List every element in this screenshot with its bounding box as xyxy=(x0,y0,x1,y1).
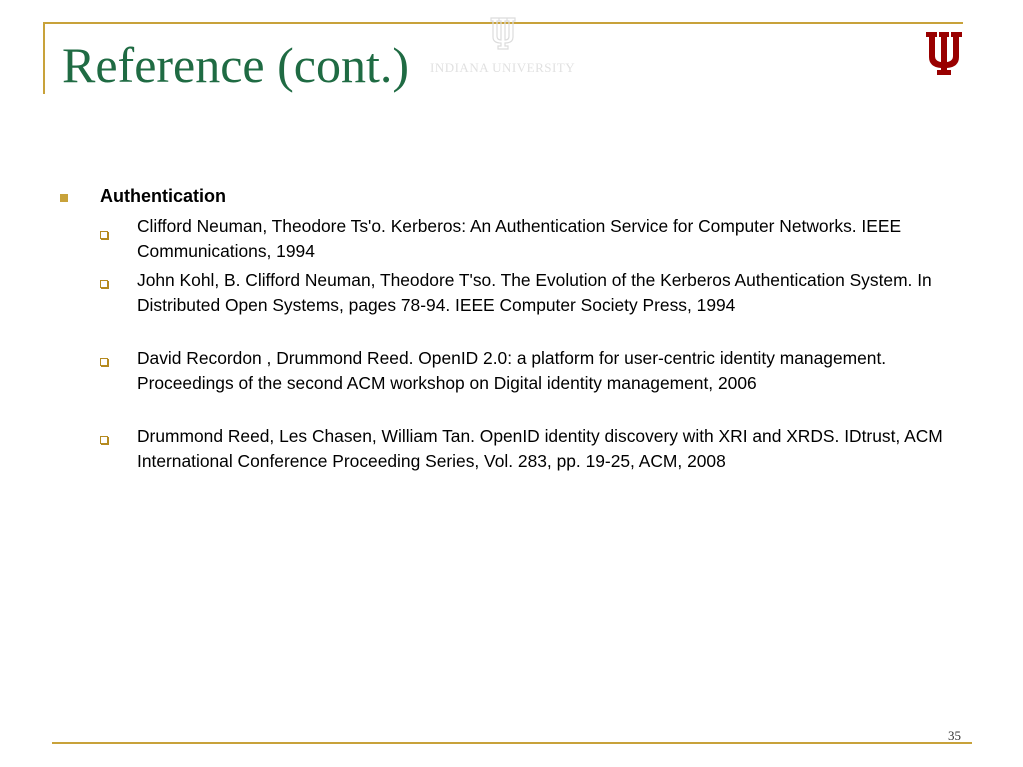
section-heading: Authentication xyxy=(100,186,226,206)
square-bullet-icon xyxy=(60,194,68,202)
title-frame-left-rule xyxy=(43,22,45,94)
page-number: 35 xyxy=(948,728,961,743)
hollow-square-bullet-icon xyxy=(100,358,108,366)
hollow-square-bullet-icon xyxy=(100,231,108,239)
indiana-university-trident-icon xyxy=(924,30,964,76)
reference-item: David Recordon , Drummond Reed. OpenID 2.0: a platform for user-centric identity management. Proceedings of the second ACM workshop on Digital identity management, 2006 xyxy=(137,348,887,393)
hollow-square-bullet-icon xyxy=(100,280,108,288)
slide-title: Reference (cont.) xyxy=(62,37,409,93)
trident-watermark-icon xyxy=(488,16,518,50)
reference-item: Drummond Reed, Les Chasen, William Tan. OpenID identity discovery with XRI and XRDS. IDtrust, ACM International Conference Proceeding Series, Vol. 283, pp. 19-25, ACM, 2008 xyxy=(137,426,943,471)
footer-rule xyxy=(52,742,972,744)
reference-item: Clifford Neuman, Theodore Ts'o. Kerberos: An Authentication Service for Computer Networks. IEEE Communications, 1994 xyxy=(137,216,902,261)
reference-item: John Kohl, B. Clifford Neuman, Theodore T'so. The Evolution of the Kerberos Authentication System. In Distributed Open Systems, pages 78-94. IEEE Computer Society Press, 1994 xyxy=(137,270,932,315)
hollow-square-bullet-icon xyxy=(100,436,108,444)
watermark-wordmark: INDIANA UNIVERSITY xyxy=(430,60,576,75)
